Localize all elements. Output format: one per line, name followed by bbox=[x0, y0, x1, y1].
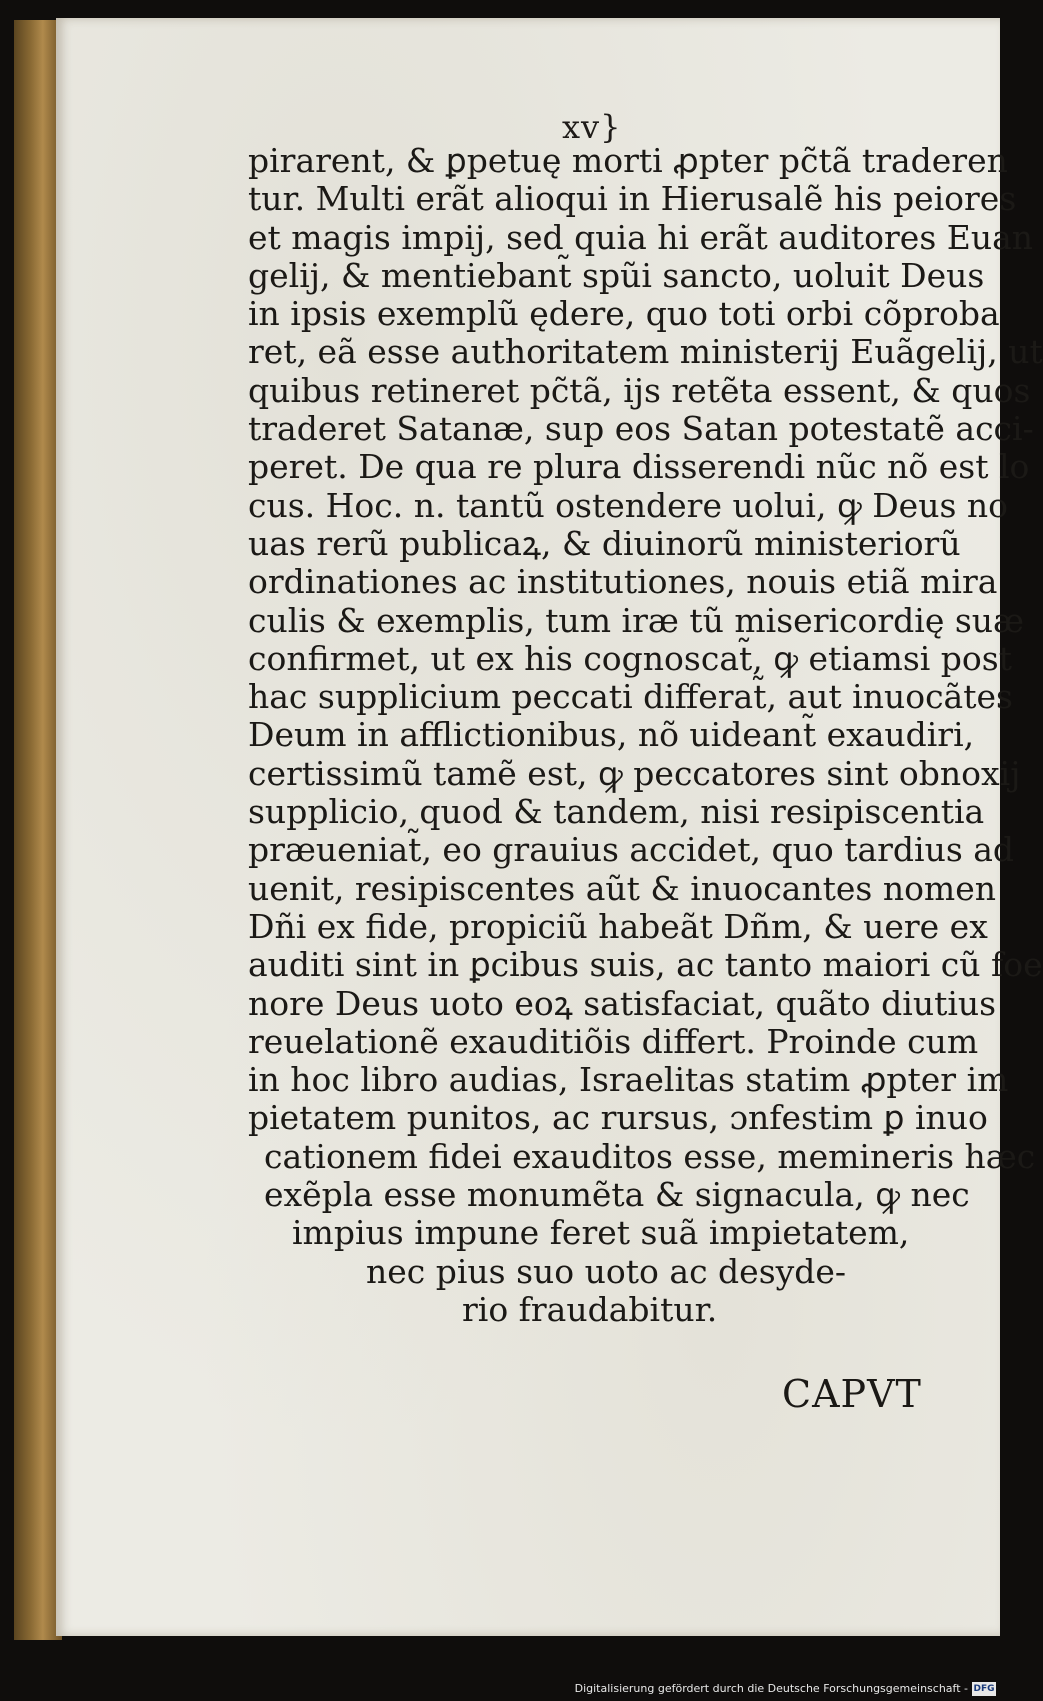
text-line: certissimũ tamẽ est, ꝙ peccatores sint obnoxij bbox=[248, 753, 1021, 793]
text-line: cus. Hoc. n. tantũ ostendere uolui, ꝙ Deus no bbox=[248, 485, 1008, 525]
text-line: præueniat̃, eo grauius accidet, quo tardius ad bbox=[248, 830, 1015, 870]
text-line: tur. Multi erãt alioqui in Hierusalẽ his peiores bbox=[248, 179, 1017, 219]
text-line: Deum in afflictionibus, nõ uideant̃ exaudiri, bbox=[248, 715, 975, 755]
digitization-credit: Digitalisierung gefördert durch die Deutsche Forschungsgemeinschaft - bbox=[574, 1682, 968, 1695]
folio-number: xv} bbox=[562, 108, 622, 146]
book-edge bbox=[14, 20, 62, 1640]
text-line: gelij, & mentiebant̃ spũi sancto, uoluit Deus bbox=[248, 255, 985, 295]
text-line: traderet Satanæ, sup eos Satan potestatẽ acci- bbox=[248, 409, 1034, 449]
text-line: cationem fidei exauditos esse, memineris hæc bbox=[264, 1136, 1036, 1176]
text-line: culis & exemplis, tum iræ tũ misericordię suæ bbox=[248, 600, 1025, 640]
text-line: ret, eã esse authoritatem ministerij Euãgelij, ut bbox=[248, 332, 1043, 372]
text-line: rio fraudabitur. bbox=[462, 1289, 718, 1329]
text-line: ordinationes ac institutiones, nouis etiã mira bbox=[248, 562, 998, 602]
text-line: reuelationẽ exauditiõis differt. Proinde cum bbox=[248, 1021, 979, 1061]
text-line: peret. De qua re plura disserendi nũc nõ est lo bbox=[248, 447, 1030, 487]
text-line: uenit, resipiscentes aũt & inuocantes nomen bbox=[248, 868, 997, 908]
text-line: impius impune feret suã impietatem, bbox=[292, 1213, 910, 1253]
page-text bbox=[248, 141, 1043, 1329]
text-line: nore Deus uoto eoꝝ satisfaciat, quãto diutius bbox=[248, 983, 997, 1023]
text-line: uas rerũ publicaꝝ, & diuinorũ ministeriorũ bbox=[248, 523, 961, 563]
text-line: in ipsis exemplũ ędere, quo toti orbi cõproba bbox=[248, 294, 1000, 334]
dfg-logo: DFG bbox=[973, 1684, 995, 1694]
text-line: exẽpla esse monumẽta & signacula, ꝙ nec bbox=[264, 1175, 970, 1215]
text-line: nec pius suo uoto ac desyde- bbox=[366, 1251, 847, 1291]
text-line: auditi sint in ꝑcibus suis, ac tanto maiori cũ foe bbox=[248, 945, 1043, 985]
text-line: hac supplicium peccati differat̃, aut inuocãtes bbox=[248, 677, 1013, 717]
text-line: pietatem punitos, ac rursus, ɔnfestim ꝑ inuo bbox=[248, 1098, 988, 1138]
text-line: confirmet, ut ex his cognoscat̃, ꝙ etiamsi post bbox=[248, 638, 1012, 678]
text-line: supplicio, quod & tandem, nisi resipiscentia bbox=[248, 792, 985, 832]
text-line: et magis impij, sed quia hi erãt auditores Euan bbox=[248, 217, 1034, 257]
text-line: Dñi ex fide, propiciũ habeãt Dñm, & uere ex bbox=[248, 906, 988, 946]
text-line: quibus retineret pc̃tã, ijs retẽta essent, & quos bbox=[248, 370, 1031, 410]
text-line: pirarent, & ꝑpetuę morti ꝓpter pc̃tã traderen bbox=[248, 141, 1008, 180]
catchword: CAPVT bbox=[782, 1372, 922, 1416]
text-line: in hoc libro audias, Israelitas statim ꝓpter im bbox=[248, 1060, 1009, 1100]
